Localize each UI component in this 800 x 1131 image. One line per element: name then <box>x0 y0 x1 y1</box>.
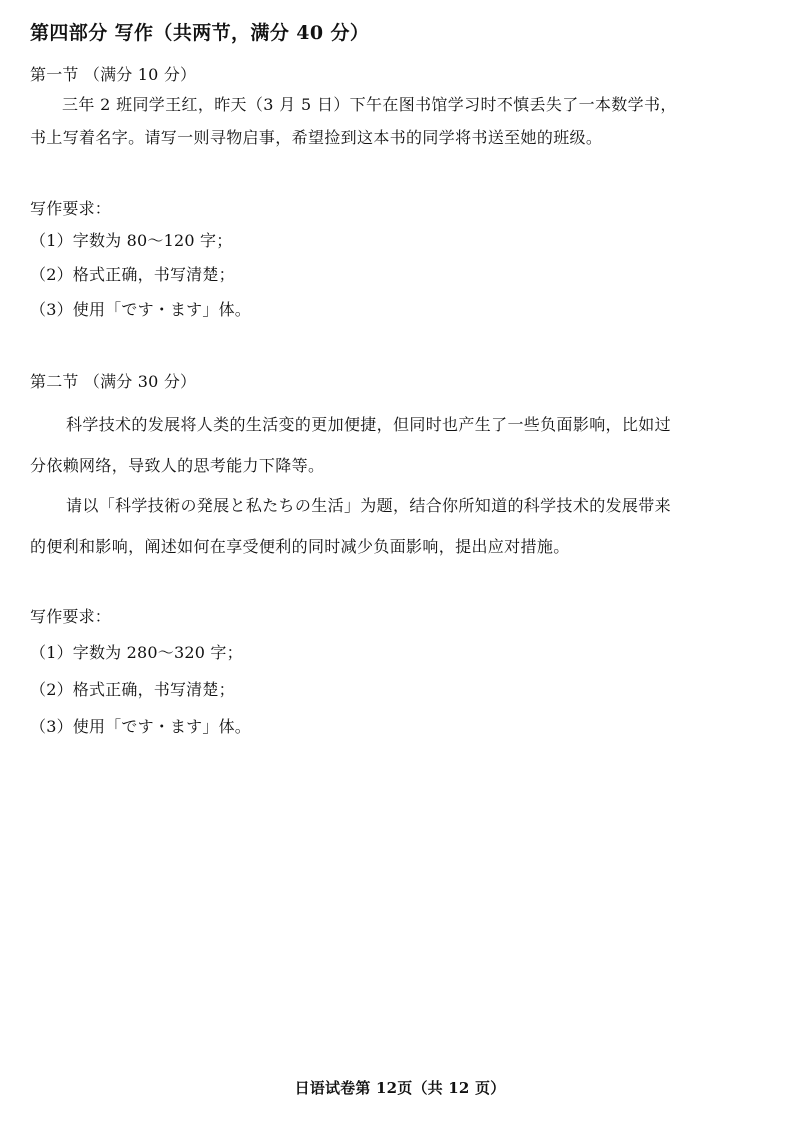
section1-paragraph-line: 三年 2 班同学王红，昨天（3 月 5 日）下午在图书馆学习时不慎丢失了一本数学书， <box>62 95 677 114</box>
section2-requirement-item: （2）格式正确，书写清楚； <box>30 680 235 699</box>
section2-paragraph-line: 科学技术的发展将人类的生活变的更加便捷，但同时也产生了一些负面影响，比如过 <box>66 415 671 434</box>
section2-paragraph-line: 请以「科学技術の発展と私たちの生活」为题，结合你所知道的科学技术的发展带来 <box>66 496 671 515</box>
page-footer: 日语试卷第 12页（共 12 页） <box>294 1079 506 1097</box>
part-title: 第四部分 写作（共两节，满分 40 分） <box>30 22 370 44</box>
section1-requirement-item: （3）使用「です・ます」体。 <box>30 300 251 319</box>
section2-paragraph-line: 分依赖网络，导致人的思考能力下降等。 <box>30 456 325 475</box>
section1-requirement-item: （2）格式正确，书写清楚； <box>30 265 235 284</box>
section1-paragraph-line: 书上写着名字。请写一则寻物启事，希望捡到这本书的同学将书送至她的班级。 <box>30 128 603 147</box>
section1-title: 第一节 （满分 10 分） <box>30 65 197 84</box>
section2-requirement-item: （3）使用「です・ます」体。 <box>30 717 251 736</box>
section2-title: 第二节 （满分 30 分） <box>30 372 197 391</box>
section2-paragraph-line: 的便利和影响，阐述如何在享受便利的同时减少负面影响，提出应对措施。 <box>30 537 570 556</box>
section1-requirements-label: 写作要求： <box>30 199 112 218</box>
section1-requirement-item: （1）字数为 80～120 字； <box>30 231 233 250</box>
section2-requirements-label: 写作要求： <box>30 607 112 626</box>
section2-requirement-item: （1）字数为 280～320 字； <box>30 643 243 662</box>
